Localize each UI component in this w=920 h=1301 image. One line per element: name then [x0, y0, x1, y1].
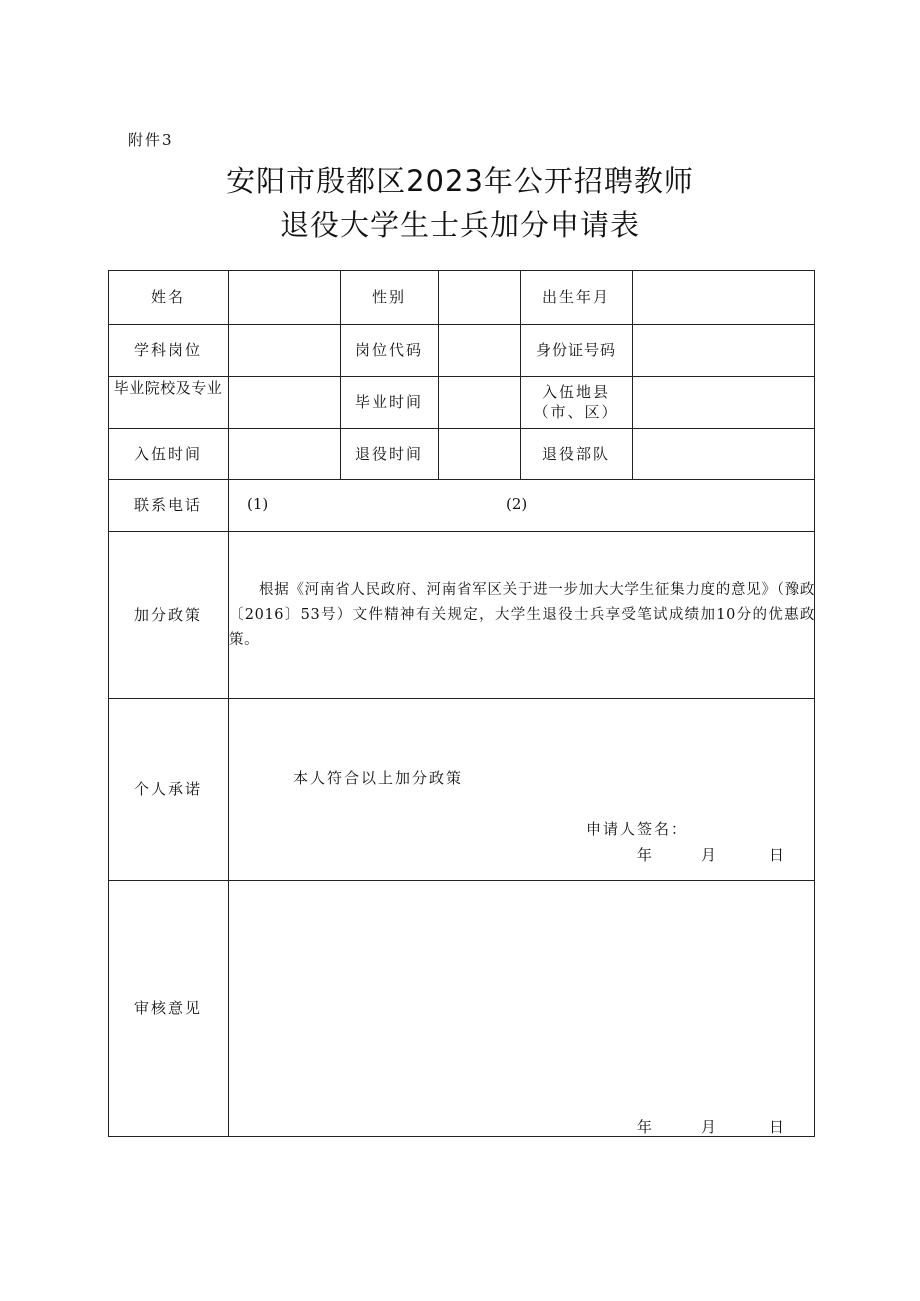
- enlist-place-field[interactable]: [632, 376, 814, 428]
- attachment-label: 附件3: [128, 131, 174, 149]
- enlist-place-label: [520, 376, 632, 428]
- gender-label: 性别: [371, 288, 406, 306]
- review-date-day: 日: [769, 1118, 785, 1136]
- id-number-label: 身份证号码: [535, 341, 616, 359]
- pledge-date-month: 月: [701, 846, 717, 864]
- id-number-field[interactable]: [632, 324, 814, 376]
- grad-time-label: 毕业时间: [354, 393, 423, 411]
- discharge-unit-label: 退役部队: [541, 444, 610, 463]
- subject-post-field[interactable]: [228, 324, 340, 376]
- name-field[interactable]: [228, 270, 340, 324]
- subject-post-label: 学科岗位: [133, 341, 202, 359]
- discharge-time-label: 退役时间: [354, 444, 423, 463]
- enlist-time-field[interactable]: [228, 428, 340, 479]
- pledge-label: 个人承诺: [133, 780, 202, 798]
- discharge-unit-field[interactable]: [632, 428, 814, 479]
- birth-field[interactable]: [632, 270, 814, 324]
- review-date-month: 月: [701, 1118, 717, 1136]
- enlist-place-label-line-2: （市、区）: [533, 403, 619, 421]
- form-title-line-1: 安阳市殷都区2023年公开招聘教师: [226, 164, 694, 198]
- phone-label: 联系电话: [133, 496, 202, 514]
- phone-slot-1[interactable]: (1): [247, 495, 269, 513]
- review-label: 审核意见: [133, 999, 202, 1017]
- pledge-date-year: 年: [637, 846, 653, 864]
- enlist-time-label: 入伍时间: [133, 444, 202, 463]
- gender-field[interactable]: [438, 270, 520, 324]
- policy-label: 加分政策: [133, 605, 202, 624]
- discharge-time-field[interactable]: [438, 428, 520, 479]
- birth-label: 出生年月: [541, 288, 610, 306]
- grad-time-field[interactable]: [438, 376, 520, 428]
- column-divider: [814, 270, 815, 1137]
- phone-slot-2[interactable]: (2): [506, 495, 528, 513]
- signature-label: 申请人签名：: [586, 820, 689, 838]
- policy-text: 根据《河南省人民政府、河南省军区关于进一步加大大学生征集力度的意见》（豫政〔2016〕53号）文件精神有关规定，大学生退役士兵享受笔试成绩加10分的优惠政策。: [229, 582, 815, 648]
- pledge-date-day: 日: [769, 846, 785, 864]
- name-label: 姓名: [150, 288, 185, 306]
- form-title-line-2: 退役大学生士兵加分申请表: [279, 208, 640, 242]
- school-major-label: 毕业院校及专业: [113, 379, 223, 397]
- school-major-field[interactable]: [228, 376, 340, 428]
- review-date-year: 年: [637, 1118, 653, 1136]
- post-code-label: 岗位代码: [354, 341, 423, 359]
- pledge-text: 本人符合以上加分政策: [293, 769, 464, 787]
- application-form-table: [108, 270, 815, 1137]
- post-code-field[interactable]: [438, 324, 520, 376]
- enlist-place-label-line-1: 入伍地县: [541, 383, 610, 401]
